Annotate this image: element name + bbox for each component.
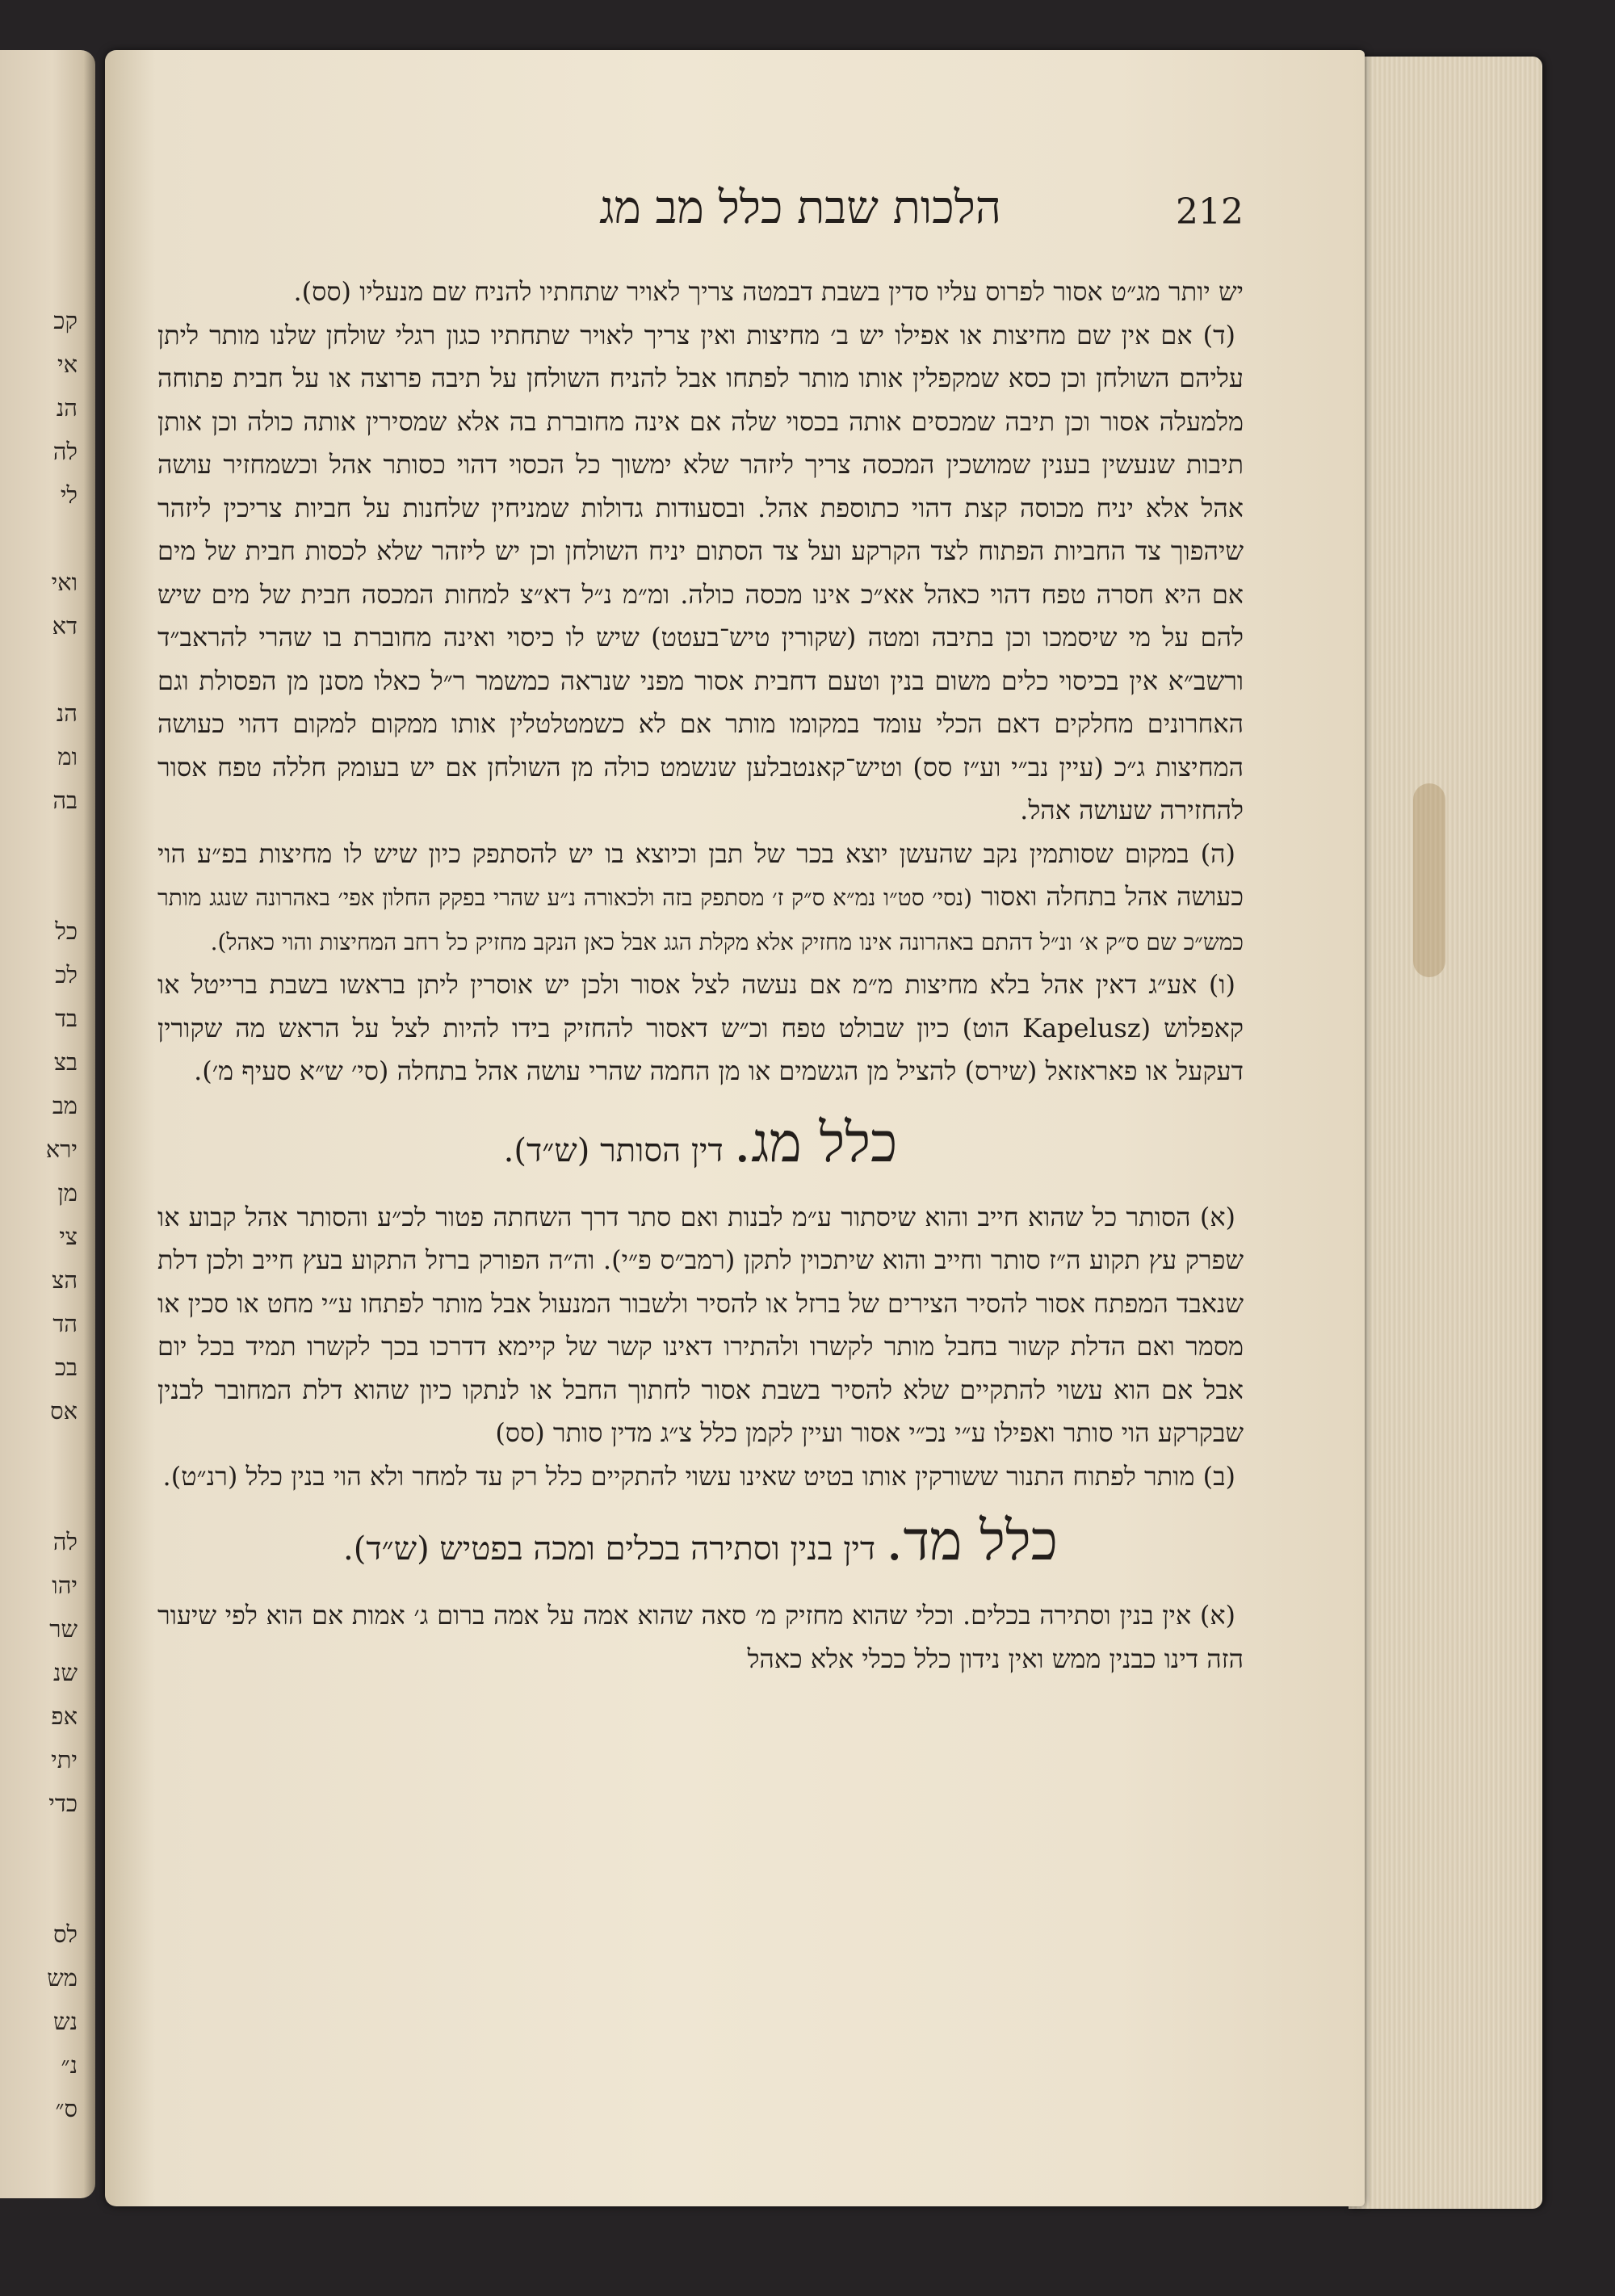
margin-fragment: ירא (45, 1135, 78, 1163)
margin-fragment: יתי (51, 1746, 78, 1773)
paragraph-d: (ד) אם אין שם מחיצות או אפילו יש ב׳ מחיצות ואין צריך לאויר שתחתיו כגון רגלי שולחן שלנו מותר ליתן עליהם השולחן וכן כסא שמקפלין אותו מותר לפתחו אבל להניח השולחן על תיבה פרוצה או על חבית פתוחה מלמעלה אסור וכן תיבה שמכסים אותה בכסוי שלה אם אינה מחוברת בה אלא שמסירין אותה כולה וכן אותן תיבות שנעשין בענין שמושכין המכסה צריך ליזהר שלא ימשוך כל הכסוי דהוי כסותר אהל וכשמחזיר עושה אהל אלא יניח מכוסה קצת דהוי כתוספת אהל. ובסעודות גדולות שמניחין שלחנות על חביות צריכין ליזהר שיהפוך צד החביות הפתוח לצד הקרקע ועל צד הסתום יניח השולחן וכן יש ליזהר שלא לכסות חבית של מים אם היא חסרה טפח דהוי כאהל אא״כ אינו מכסה כולה. ומ״מ נ״ל דא״צ למחות המכסה חבית של מים שיש להם על מי שיסמכו וכן בתיבה ומטה (שקורין טיש־בעטט) שיש לו כיסוי ואינה מחוברת בו שהרי להראב״ד ורשב״א אין בכיסוי כלים משום בנין וטעם דחבית אסור מפני שנראה כמשמר ר״ל כאלו מסנן מן הפסולת וגם האחרונים מחלקים דאם הכלי עומד במקומו מותר אם לא כשמטלטלין אותו ממקום למקום דהוי כעושה המחיצות ג״כ (עיין נב״י וע״ז סס) וטיש־קאנטבלען שנשמט כולה מן השולחן אם יש בעומק חללה טפח אסור להחזירה שעושה אהל. (157, 319, 1244, 825)
chapter-44-title: דין בנין וסתירה בכלים ומכה בפטיש (ש״ד). (343, 1530, 876, 1568)
margin-fragment: מן (57, 1179, 78, 1207)
page-number: 212 (1176, 191, 1244, 233)
paper-stain (1413, 783, 1445, 977)
chapter-44-heading (157, 1509, 1244, 1573)
margin-fragment: נש (53, 2008, 78, 2035)
margin-fragment: שנ (53, 1659, 78, 1686)
margin-fragment: ומ (57, 743, 78, 770)
margin-fragment: ס״ (55, 2095, 78, 2122)
running-head (157, 182, 1244, 271)
margin-fragment: מב (52, 1092, 78, 1119)
margin-fragment: ואי (51, 569, 78, 596)
margin-fragment: הד (52, 1310, 78, 1337)
paragraph-44-a: (א) אין בנין וסתירה בכלים. וכלי שהוא מחזיק מ׳ סאה שהוא אמה על אמה ברום ג׳ אמות אם הוא לפי שיעור הזה דינו כבנין ממש ואין נידון כלל ככלי אלא כאהל (157, 1600, 1244, 1674)
chapter-43-title: דין הסותר (ש״ד). (503, 1131, 724, 1169)
paragraph-h-note: (נסי׳ סט״ו נמ״א ס״ק ז׳ מסתפק בזה ולכאורה נ״ע שהרי בפקק החלון אפי׳ באהרונה שנגג מותר כמש״כ שם ס״ק א׳ ונ״ל דהתם באהרונה אינו מחזיק אלא מקלת הגג אבל כאן הנקב מחזיק כל רחב המחיצות והוי כאהל). (157, 884, 1244, 955)
left-facing-page-edge (0, 50, 95, 2198)
margin-fragment: לה (52, 1528, 78, 1555)
margin-fragment: לי (60, 481, 78, 509)
chapter-43-number: כלל מג. (733, 1110, 898, 1175)
paragraph-v: (ו) אע״ג דאין אהל בלא מחיצות מ״מ אם נעשה לצל אסור ולכן יש אוסרין ליתן בראשו בשבת ברייטל או קאפלוש (Kapelusz הוט) כיון שבולט טפח וכ״ש דאסור להחזיק בידו להיות לצל על הראש מה שקורין דעקעל או פאראזאל (שירס) להציל מן הגשמים או מן החמה שהרי עושה אהל בתחלה (סי׳ ש״א סעיף מ׳). (157, 969, 1244, 1086)
margin-fragment: בד (55, 1005, 78, 1032)
margin-fragment: קכ (53, 307, 78, 334)
paragraph-continuation: יש יותר מג״ט אסור לפרוס עליו סדין בשבת דבמטה צריך לאויר שתחתיו להניח שם מנעליו (סס). (293, 276, 1244, 307)
page-block-edge (1349, 57, 1542, 2209)
margin-fragment: בכ (54, 1354, 78, 1381)
paragraph-43-b: (ב) מותר לפתוח התנור ששורקין אותו בטיט שאינו עשוי להתקיים כלל רק עד למחר ולא הוי בנין כלל (רנ״ט). (162, 1460, 1235, 1492)
margin-fragment: שר (49, 1615, 78, 1643)
margin-fragment: צי (59, 1223, 78, 1250)
chapter-44-number: כלל מד. (885, 1509, 1058, 1573)
margin-fragment: לס (52, 1920, 78, 1948)
margin-fragment: דא (52, 612, 78, 640)
margin-fragment: יהו (52, 1572, 78, 1599)
page-text-block (157, 182, 1244, 1681)
margin-fragment: בה (52, 787, 78, 814)
margin-fragment: הנ (56, 699, 78, 727)
paragraph-h (157, 833, 1244, 964)
margin-fragment: הנ (56, 394, 78, 422)
margin-fragment: מש (47, 1964, 78, 1992)
margin-fragment: אפ (51, 1702, 78, 1730)
margin-fragment: לה (52, 438, 78, 465)
margin-fragment: כדי (48, 1790, 78, 1817)
margin-fragment: כל (55, 917, 78, 945)
margin-fragment: הצ (52, 1266, 78, 1294)
paragraph-43-a: (א) הסותר כל שהוא חייב והוא שיסתור ע״מ לבנות ואם סתר דרך השחתה פטור לכ״ע והסותר אהל קבוע או שפרק עץ תקוע ה״ז סותר וחייב והוא שיתכוין לתקן (רמב״ס פ״י). וה״ה הפורק ברזל התקוע בעץ חייב ולכן דלת שנאבד המפתח אסור להסיר הצירים של ברזל או להסיר ולשבור המנעול אבל מותר לפתחו ע״י מחט או סכין או מסמר ואם הדלת קשור בחבל מותר לקשרו ולהתירו דאינו קשר של קיימא דדרכו בכך לקשרו תמיד בכל יום אבל אם הוא עשוי להתקיים שלא להסיר בשבת אסור לחתוך החבל או לנתקו כיון שהוא דלת המחובר לבנין שבקרקע הוי סותר ואפילו ע״י נכ״י אסור ועיין לקמן כלל צ״ג מדין סותר (סס) (157, 1201, 1244, 1448)
running-head-title: הלכות שבת כלל מב מג (599, 182, 1001, 234)
margin-fragment: לכ (55, 961, 78, 988)
margin-fragment: בצ (53, 1048, 78, 1076)
paragraph-h-main: (ה) במקום שסותמין נקב שהעשן יוצא בכר של תבן וכיוצא בו יש להסתפק כיון שיש לו מחיצות בפ״ע הוי כעושה אהל בתחלה ואסור (157, 837, 1244, 912)
chapter-43-heading (157, 1111, 1244, 1175)
margin-fragment: אס (50, 1397, 78, 1425)
margin-fragment: אי (57, 350, 78, 378)
margin-fragment: נ״ (61, 2051, 78, 2079)
